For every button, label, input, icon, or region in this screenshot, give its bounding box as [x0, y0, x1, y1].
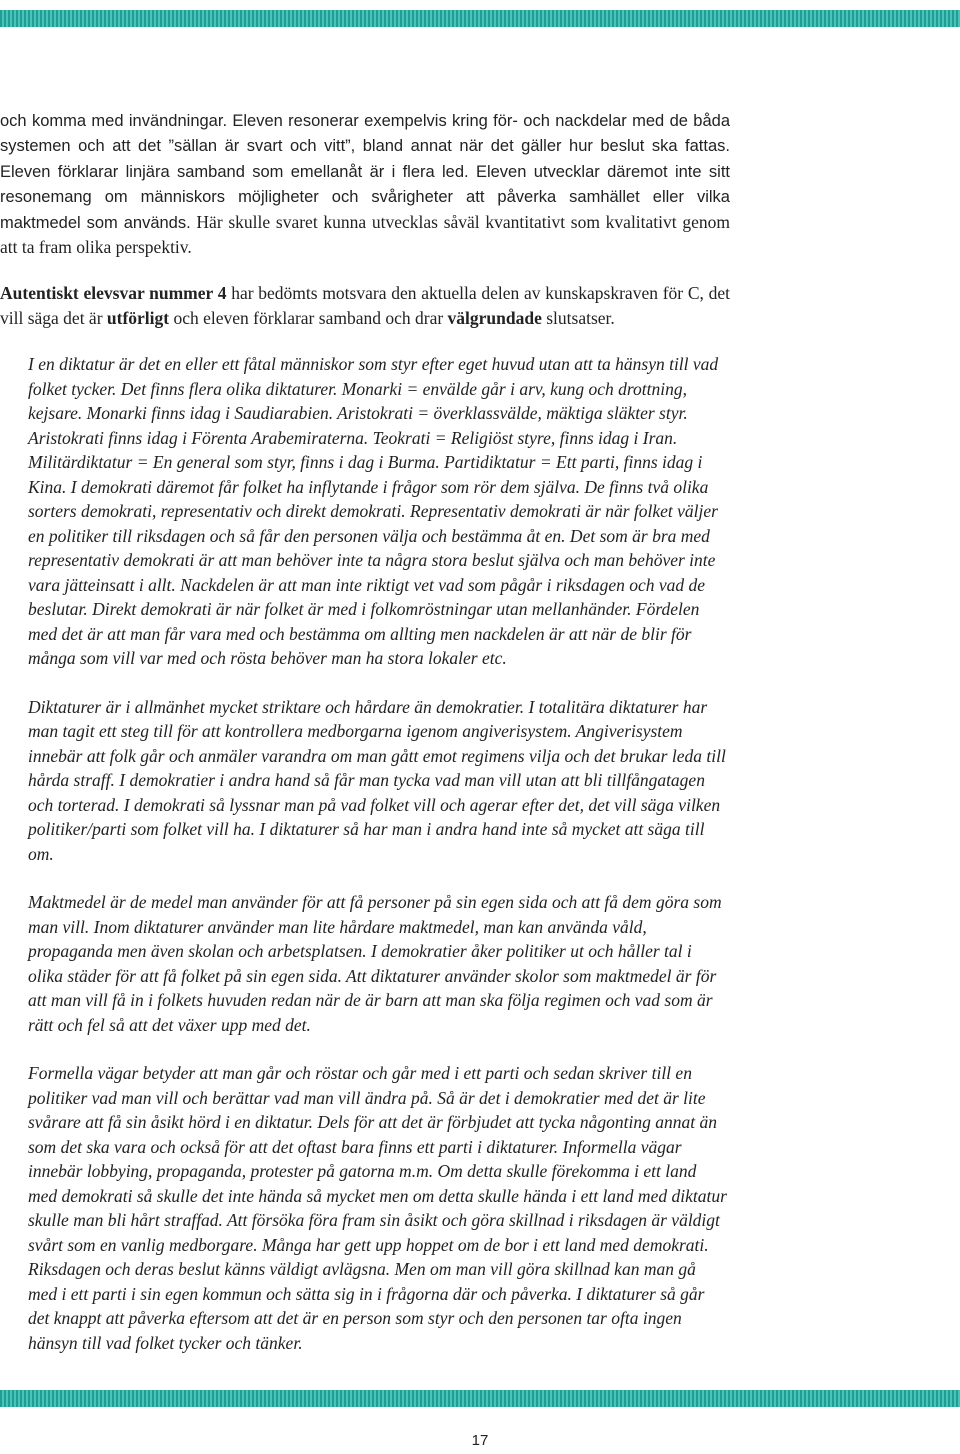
intro-paragraph [0, 108, 730, 259]
assessment-text-2: och eleven förklarar samband och drar [169, 307, 448, 328]
assessment-bold-valgrundade: välgrundade [447, 307, 542, 328]
assessment-text-1: har bedömts motsvara den aktuella delen av kunskapskraven för C, det vill säga det är [0, 283, 730, 328]
student-answer-paragraph-3: Maktmedel är de medel man använder för att få personer på sin egen sida och att få dem göra som man vill. Inom diktaturer använder man lite hårdare maktmedel, man kan använda våld, propaganda men även skolan och arbetsplatsen. I demokratier åker politiker ut och håller tal i olika städer för att få folket på sin egen sida. Att diktaturer använder skolor som maktmedel är för att man vill få in i folkets huvuden redan när de är barn att man ska följa regimen och vad som är rätt och fel så att det växer upp med det. [28, 892, 722, 1035]
assessment-paragraph [0, 281, 730, 330]
student-answer-paragraph-2: Diktaturer är i allmänhet mycket striktare och hårdare än demokratier. I totalitära diktaturer har man tagit ett steg till för att kontrollera medborgarna igenom angiverisystem. Angiverisystem innebär att folk går och anmäler varandra om man gått emot regimens vilja och det brukar leda till hårda straff. I demokratier i andra hand så får man tycka vad man vill utan att bli tillfångatagen och torterad. I demokrati så lyssnar man på vad folket vill och agerar efter det, det vill säga vilken politiker/parti som folket vill ha. I diktaturer så har man i andra hand inte så mycket att säga till om. [28, 696, 726, 864]
assessment-bold-utforligt: utförligt [106, 307, 170, 328]
student-answer-paragraph-4: Formella vägar betyder att man går och röstar och går med i ett parti och sedan skriver till en politiker vad man vill och berättar vad man vill ändra på. Så är det i demokratier med det är lite svårare att få sin åsikt hörd i en diktatur. Dels för att det är förbjudet att tycka någonting annat än som det ska vara och också för att det oftast bara finns ett parti i diktaturer. Informella vägar innebär lobbying, propaganda, protester på gatorna m.m. Om detta skulle förekomma i ett land med demokrati så skulle det inte hända så mycket men om detta skulle hända i ett land med diktatur skulle man bli hårt straffad. Att försöka föra fram sin åsikt och göra skillnad i riksdagen är väldigt svårt som en vanlig medborgare. Många har gett upp hoppet om de bor i ett land med demokrati. Riksdagen och deras beslut känns väldigt avlägsna. Men om man vill göra skillnad kan man gå med i ett parti i sin egen kommun och sätta sig in i frågorna där och påverka. I diktaturer så går det knappt att påverka eftersom att det är en person som styr och den personen tar ofta ingen hänsyn till vad folket tycker och tänker. [28, 1063, 727, 1353]
intro-serif-text: Här skulle svaret kunna utvecklas såväl kvantitativt som kvalitativt genom att ta fram olika perspektiv. [0, 211, 730, 258]
student-answer-paragraph-1: I en diktatur är det en eller ett fåtal människor som styr efter eget huvud utan att ta hänsyn till vad folket tycker. Det finns flera olika diktaturer. Monarki = envälde går i arv, kung och drottning, kejsare. Monarki finns idag i Saudiarabien. Aristokrati = överklassvälde, mäktiga släkter styr. Aristokrati finns idag i Förenta Arabemiraterna. Teokrati = Religiöst styre, finns idag i Iran. Militärdiktatur = En general som styr, finns i dag i Burma. Partidiktatur = Ett parti, finns idag i Kina. I demokrati däremot får folket ha inflytande i frågor som rör dem själva. De finns två olika sorters demokrati, representativ och direkt demokrati. Representativ demokrati är när folket väljer en politiker till riksdagen och så får den personen välja och bestämma åt en. Det som är bra med representativ demokrati är att man behöver inte ta några stora beslut själva och man behöver inte vara jätteinsatt i allt. Nackdelen är att man inte riktigt vet vad som pågår i riksdagen och vad de beslutar. Direkt demokrati är när folket är med i folkomröstningar utan mellanhänder. Fördelen med det är att man får vara med och bestämma om allting men nackdelen är att när de blir för många som vill var med och rösta behöver man ha stora lokaler etc. [28, 354, 719, 669]
intro-sans-text: och komma med invändningar. Eleven resonerar exempelvis kring för- och nackdelar med de båda systemen och att det ”sällan är svart och vitt”, bland annat när det gäller hur beslut ska fattas. Eleven förklarar linjära samband som emellanåt är i flera led. Eleven utvecklar däremot inte sitt resonemang om människors möjligheter och svårigheter att påverka samhället eller vilka maktmedel som används. [0, 112, 730, 232]
assessment-heading: Autentiskt elevsvar nummer 4 [0, 283, 227, 304]
bottom-decorative-band [0, 1390, 960, 1407]
top-decorative-band [0, 10, 960, 27]
assessment-text-3: slutsatser. [541, 307, 615, 328]
document-body [0, 108, 730, 1379]
page-number: 17 [471, 1432, 489, 1449]
